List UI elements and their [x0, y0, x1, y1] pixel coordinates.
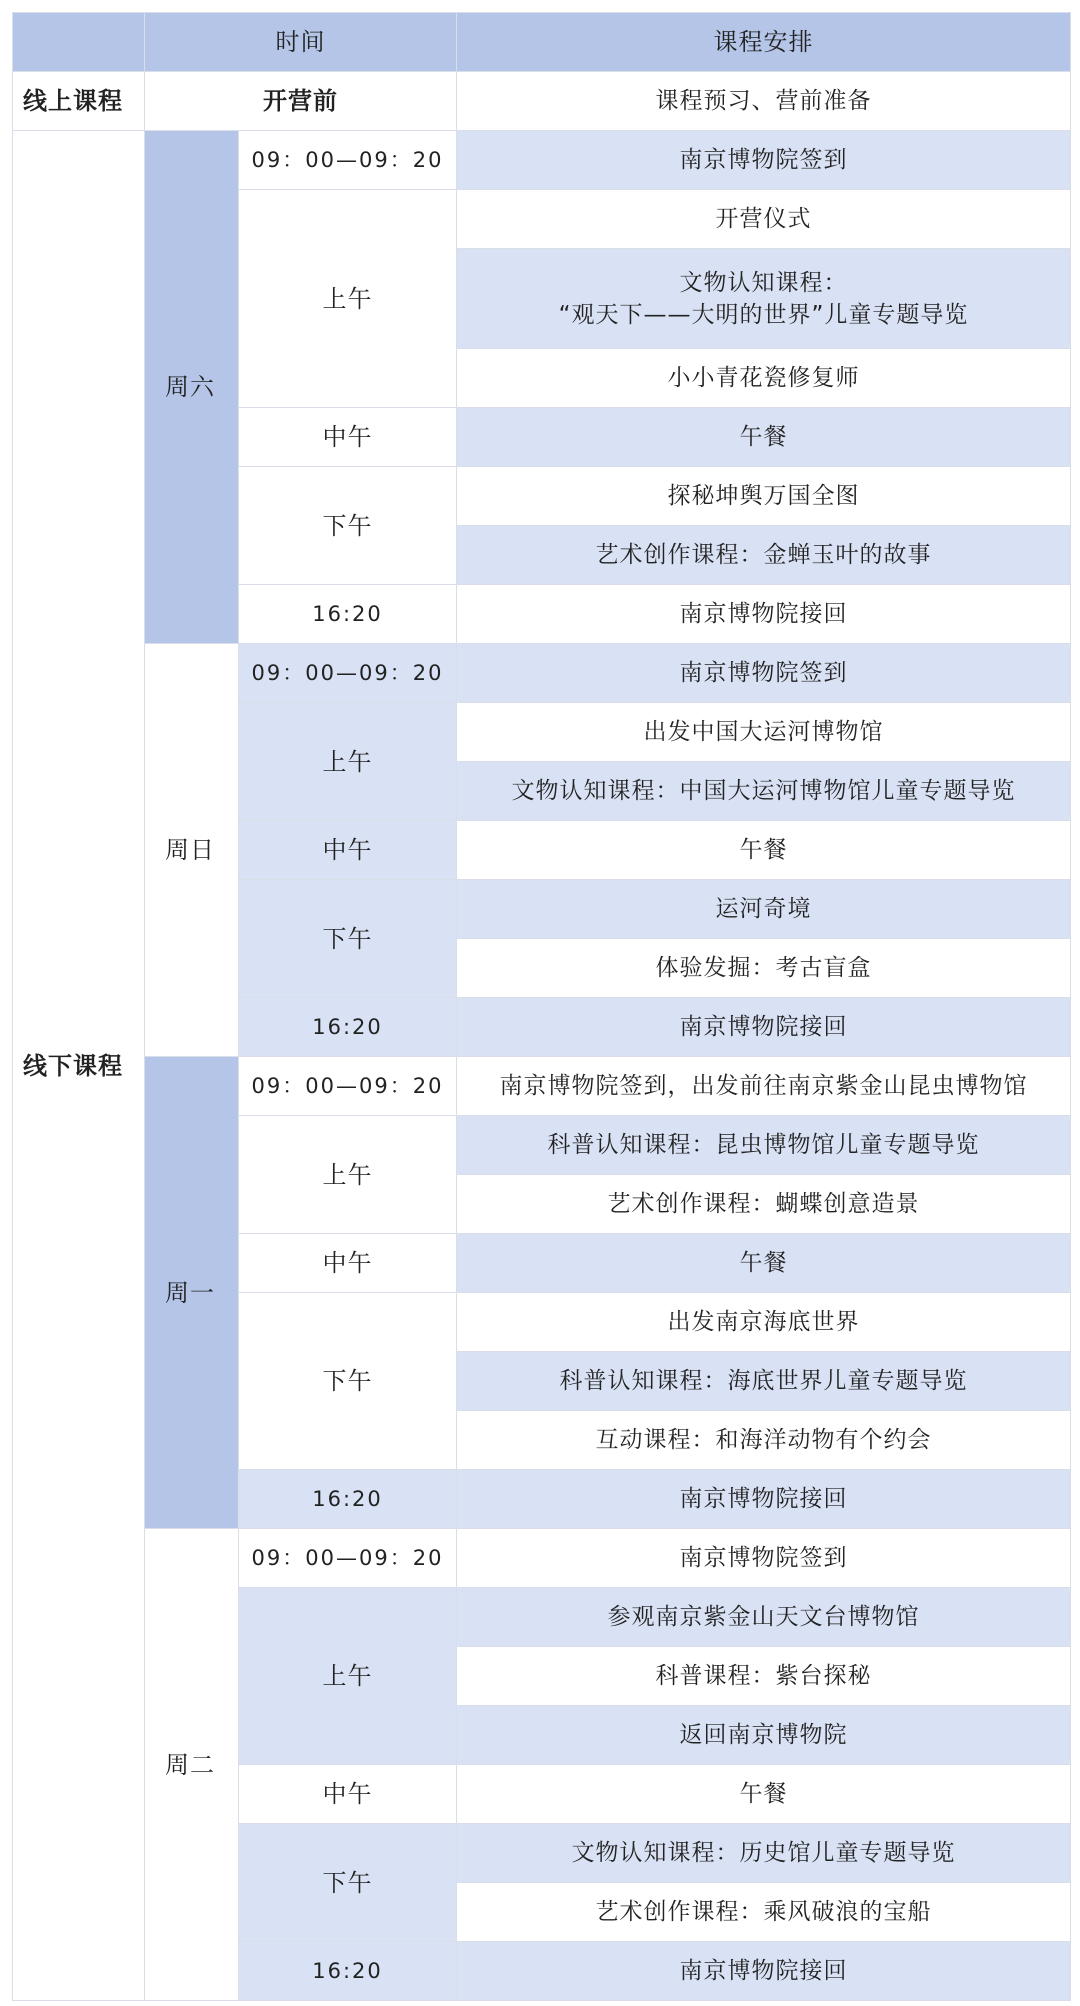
activity-cell: 科普认知课程：昆虫博物馆儿童专题导览 [457, 1116, 1071, 1175]
time-cell: 上午 [239, 1116, 457, 1234]
time-cell: 09：00—09：20 [239, 644, 457, 703]
header-time: 时间 [145, 13, 457, 72]
time-cell: 09：00—09：20 [239, 131, 457, 190]
time-cell: 下午 [239, 467, 457, 585]
activity-cell: 南京博物院签到 [457, 644, 1071, 703]
online-category: 线上课程 [13, 72, 145, 131]
activity-cell: 午餐 [457, 408, 1071, 467]
online-content: 课程预习、营前准备 [457, 72, 1071, 131]
activity-cell: 科普课程：紫台探秘 [457, 1647, 1071, 1706]
activity-cell: 互动课程：和海洋动物有个约会 [457, 1411, 1071, 1470]
activity-cell: 文物认知课程： “观天下——大明的世界”儿童专题导览 [457, 249, 1071, 349]
activity-cell: 午餐 [457, 1765, 1071, 1824]
time-cell: 中午 [239, 821, 457, 880]
activity-cell: 出发南京海底世界 [457, 1293, 1071, 1352]
time-cell: 上午 [239, 1588, 457, 1765]
day-label: 周一 [145, 1057, 239, 1529]
activity-cell: 南京博物院接回 [457, 998, 1071, 1057]
activity-cell: 午餐 [457, 821, 1071, 880]
activity-cell: 参观南京紫金山天文台博物馆 [457, 1588, 1071, 1647]
time-cell: 中午 [239, 408, 457, 467]
time-cell: 下午 [239, 880, 457, 998]
activity-cell: 南京博物院签到，出发前往南京紫金山昆虫博物馆 [457, 1057, 1071, 1116]
header-row [13, 13, 1071, 72]
offline-category: 线下课程 [13, 131, 145, 2001]
activity-cell: 开营仪式 [457, 190, 1071, 249]
activity-cell: 小小青花瓷修复师 [457, 349, 1071, 408]
time-cell: 上午 [239, 703, 457, 821]
schedule-row [13, 1529, 1071, 1588]
time-cell: 16:20 [239, 585, 457, 644]
activity-cell: 午餐 [457, 1234, 1071, 1293]
schedule-row [13, 644, 1071, 703]
day-label: 周六 [145, 131, 239, 644]
day-label: 周日 [145, 644, 239, 1057]
activity-cell: 南京博物院签到 [457, 131, 1071, 190]
activity-cell: 文物认知课程：中国大运河博物馆儿童专题导览 [457, 762, 1071, 821]
activity-cell: 南京博物院接回 [457, 585, 1071, 644]
header-schedule: 课程安排 [457, 13, 1071, 72]
time-cell: 16:20 [239, 998, 457, 1057]
online-row [13, 72, 1071, 131]
day-label: 周二 [145, 1529, 239, 2001]
activity-cell: 艺术创作课程：金蝉玉叶的故事 [457, 526, 1071, 585]
header-corner [13, 13, 145, 72]
schedule-row [13, 1057, 1071, 1116]
time-cell: 下午 [239, 1293, 457, 1470]
time-cell: 09：00—09：20 [239, 1529, 457, 1588]
activity-cell: 文物认知课程：历史馆儿童专题导览 [457, 1824, 1071, 1883]
activity-cell: 科普认知课程：海底世界儿童专题导览 [457, 1352, 1071, 1411]
activity-cell: 返回南京博物院 [457, 1706, 1071, 1765]
activity-cell: 南京博物院接回 [457, 1470, 1071, 1529]
activity-cell: 出发中国大运河博物馆 [457, 703, 1071, 762]
activity-cell: 艺术创作课程：蝴蝶创意造景 [457, 1175, 1071, 1234]
time-cell: 16:20 [239, 1470, 457, 1529]
time-cell: 09：00—09：20 [239, 1057, 457, 1116]
activity-cell: 运河奇境 [457, 880, 1071, 939]
time-cell: 中午 [239, 1765, 457, 1824]
time-cell: 16:20 [239, 1942, 457, 2001]
activity-cell: 体验发掘：考古盲盒 [457, 939, 1071, 998]
schedule-row [13, 131, 1071, 190]
activity-cell: 艺术创作课程：乘风破浪的宝船 [457, 1883, 1071, 1942]
schedule-table [12, 12, 1071, 2001]
time-cell: 上午 [239, 190, 457, 408]
time-cell: 中午 [239, 1234, 457, 1293]
activity-cell: 南京博物院接回 [457, 1942, 1071, 2001]
time-cell: 下午 [239, 1824, 457, 1942]
activity-cell: 探秘坤舆万国全图 [457, 467, 1071, 526]
online-time: 开营前 [145, 72, 457, 131]
activity-cell: 南京博物院签到 [457, 1529, 1071, 1588]
